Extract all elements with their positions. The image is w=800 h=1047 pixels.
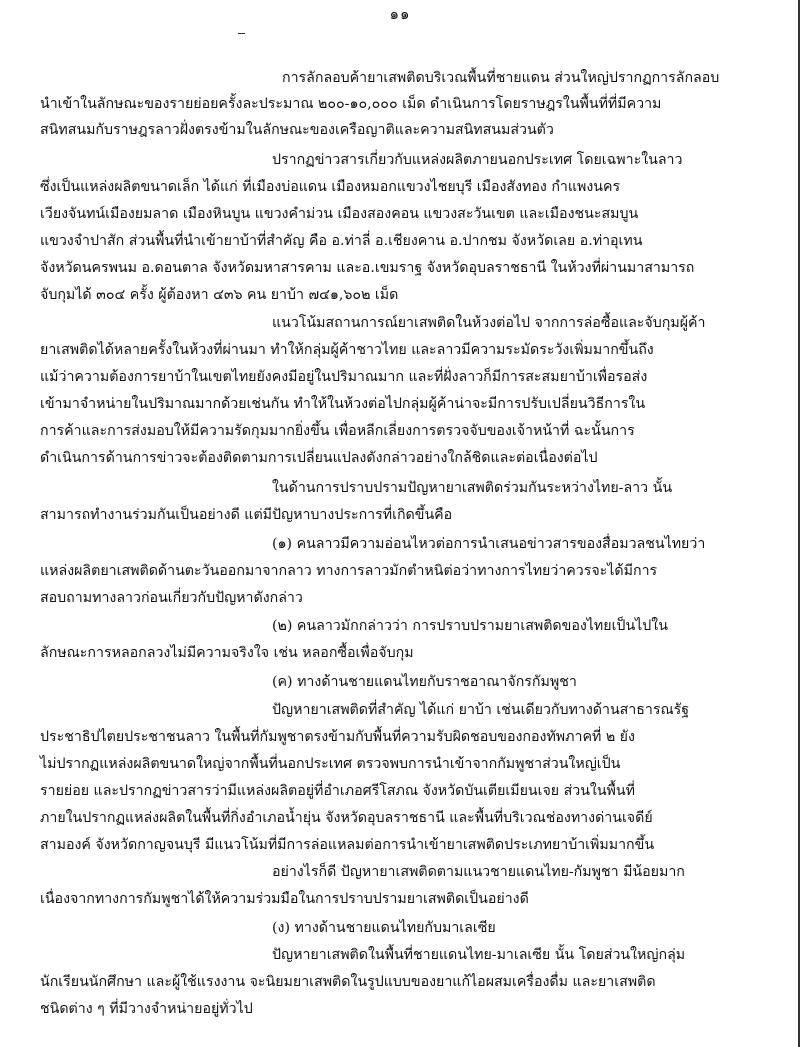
paragraph-line: สามารถทำงานร่วมกันเป็นอย่างดี แต่มีปัญหาบางประการที่เกิดขึ้นคือ [40, 507, 453, 523]
paragraph-line: ปัญหายาเสพติดที่สำคัญ ได้แก่ ยาบ้า เช่นเดียวกับทางด้านสาธารณรัฐ [272, 702, 690, 718]
paragraph-line: แขวงจำปาสัก ส่วนพื้นที่นำเข้ายาบ้าที่สำคัญ คือ อ.ท่าลี่ อ.เชียงคาน อ.ปากชม จังหวัดเลย อ.ท่าอุเทน [40, 233, 643, 249]
paragraph-line: เวียงจันทน์เมืองยมลาด เมืองหินบูน แขวงคำม่วน เมืองสองคอน แขวงสะวันเขต และเมืองชนะสมบูน [40, 206, 639, 222]
paragraph-line: การลักลอบค้ายาเสพติดบริเวณพื้นที่ชายแดน ส่วนใหญ่ปรากฏการลักลอบ [282, 70, 720, 86]
paragraph-line: ดำเนินการด้านการข่าวจะต้องติดตามการเปลี่ยนแปลงดังกล่าวอย่างใกล้ชิดและต่อเนื่องต่อไป [40, 450, 598, 466]
paragraph-line: ลักษณะการหลอกลวงไม่มีความจริงใจ เช่น หลอกซื้อเพื่อจับกุม [40, 645, 414, 661]
paragraph-line: เนื่องจากทางการกัมพูชาได้ให้ความร่วมมือในการปราบปรามยาเสพติดเป็นอย่างดี [40, 891, 529, 907]
paragraph-line: เข้ามาจำหน่ายในปริมาณมากด้วยเช่นกัน ทำให้ในห้วงต่อไปกลุ่มผู้ค้าน่าจะมีการปรับเปลี่ยนวิธีการใน [40, 396, 646, 412]
paragraph-line: จังหวัดนครพนม อ.ดอนตาล จังหวัดมหาสารคาม และอ.เขมราฐ จังหวัดอุบลราชธานี ในห้วงที่ผ่านมาสามารถ [40, 260, 695, 276]
paragraph-line: สอบถามทางลาวก่อนเกี่ยวกับปัญหาดังกล่าว [40, 590, 303, 606]
paragraph-line: ยาเสพติดได้หลายครั้งในห้วงที่ผ่านมา ทำให้กลุ่มผู้ค้าชาวไทย และลาวมีความระมัดระวังเพิ่มมากขึ้นถึง [40, 342, 654, 358]
paragraph-line: แม้ว่าความต้องการยาบ้าในเขตไทยยังคงมีอยู่ในปริมาณมาก และที่ฝั่งลาวก็มีการสะสมยาบ้าเพื่อรอส่ง [40, 369, 648, 385]
paragraph-line: ประชาธิปไตยประชาชนลาว ในพื้นที่กัมพูชาตรงข้ามกับพื้นที่ความรับผิดชอบของกองทัพภาคที่ ๒ ยัง [40, 729, 635, 745]
paragraph-line: อย่างไรก็ดี ปัญหายาเสพติดตามแนวชายแดนไทย-กัมพูชา มีน้อยมาก [272, 864, 685, 880]
paragraph-line: ชนิดต่าง ๆ ที่มีวางจำหน่ายอยู่ทั่วไป [40, 1001, 253, 1017]
paragraph-line: สนิทสนมกับราษฎรลาวฝั่งตรงข้ามในลักษณะของเครือญาติและความสนิทสนมส่วนตัว [40, 122, 554, 138]
section-heading: (ง) ทางด้านชายแดนไทยกับมาเลเซีย [272, 920, 496, 936]
paragraph-line: จับกุมได้ ๓๐๔ ครั้ง ผู้ต้องหา ๔๓๖ คน ยาบ้า ๗๔๑,๖๐๒ เม็ด [40, 287, 399, 303]
paragraph-line: แนวโน้มสถานการณ์ยาเสพติดในห้วงต่อไป จากการล่อซื้อและจับกุมผู้ค้า [272, 315, 706, 331]
page-number: ๑๑ [389, 5, 411, 23]
list-item-line: (๒) คนลาวมักกล่าวว่า การปราบปรามยาเสพติดของไทยเป็นไปใน [272, 618, 668, 634]
list-item-line: (๑) คนลาวมีความอ่อนไหวต่อการนำเสนอข่าวสารของสื่อมวลชนไทยว่า [272, 536, 706, 552]
section-heading: (ค) ทางด้านชายแดนไทยกับราชอาณาจักรกัมพูชา [272, 674, 577, 690]
paragraph-line: สามองค์ จังหวัดกาญจนบุรี มีแนวโน้มที่มีการล่อแหลมต่อการนำเข้ายาเสพติดประเภทยาบ้าเพิ่มมากขึ้น [40, 837, 655, 853]
paragraph-line: ปรากฏข่าวสารเกี่ยวกับแหล่งผลิตภายนอกประเทศ โดยเฉพาะในลาว [272, 152, 683, 168]
paragraph-line: นำเข้าในลักษณะของรายย่อยครั้งละประมาณ ๒๐๐-๑๐,๐๐๐ เม็ด ดำเนินการโดยราษฎรในพื้นที่ที่มีความ [40, 96, 662, 112]
paragraph-line: นักเรียนนักศึกษา และผู้ใช้แรงงาน จะนิยมยาเสพติดในรูปแบบของยาแก้ไอผสมเครื่องดื่ม และยาเสพติด [40, 974, 656, 990]
paragraph-line: ไม่ปรากฏแหล่งผลิตขนาดใหญ่จากพื้นที่นอกประเทศ ตรวจพบการนำเข้าจากกัมพูชาส่วนใหญ่เป็น [40, 756, 621, 772]
paragraph-line: ในด้านการปราบปรามปัญหายาเสพติดร่วมกันระหว่างไทย-ลาว นั้น [272, 480, 673, 496]
paragraph-line: ปัญหายาเสพติดในพื้นที่ชายแดนไทย-มาเลเซีย นั้น โดยส่วนใหญ่กลุ่ม [272, 947, 686, 963]
paragraph-line: รายย่อย และปรากฏข่าวสารว่ามีแหล่งผลิตอยู่ที่อำเภอศรีโสภณ จังหวัดบันเตียเมียนเจย ส่วนในพื้นที่ [40, 783, 635, 799]
paragraph-line: ภายในปรากฏแหล่งผลิตในพื้นที่กิ่งอำเภอน้ำยุ่น จังหวัดอุบลราชธานี และพื้นที่บริเวณช่องทางด่านเจดีย์ [40, 810, 653, 826]
scan-mark [238, 33, 245, 34]
paragraph-line: แหล่งผลิตยาเสพติดด้านตะวันออกมาจากลาว ทางการลาวมักตำหนิต่อว่าทางการไทยว่าควรจะได้มีการ [40, 563, 658, 579]
paragraph-line: ซึ่งเป็นแหล่งผลิตขนาดเล็ก ได้แก่ ที่เมืองบ่อแดน เมืองหมอกแขวงไชยบุรี เมืองสังทอง กำแพงนคร [40, 179, 621, 195]
paragraph-line: การค้าและการส่งมอบให้มีความรัดกุมมากยิ่งขึ้น เพื่อหลีกเลี่ยงการตรวจจับของเจ้าหน้าที่ ฉะนั้นการ [40, 423, 635, 439]
